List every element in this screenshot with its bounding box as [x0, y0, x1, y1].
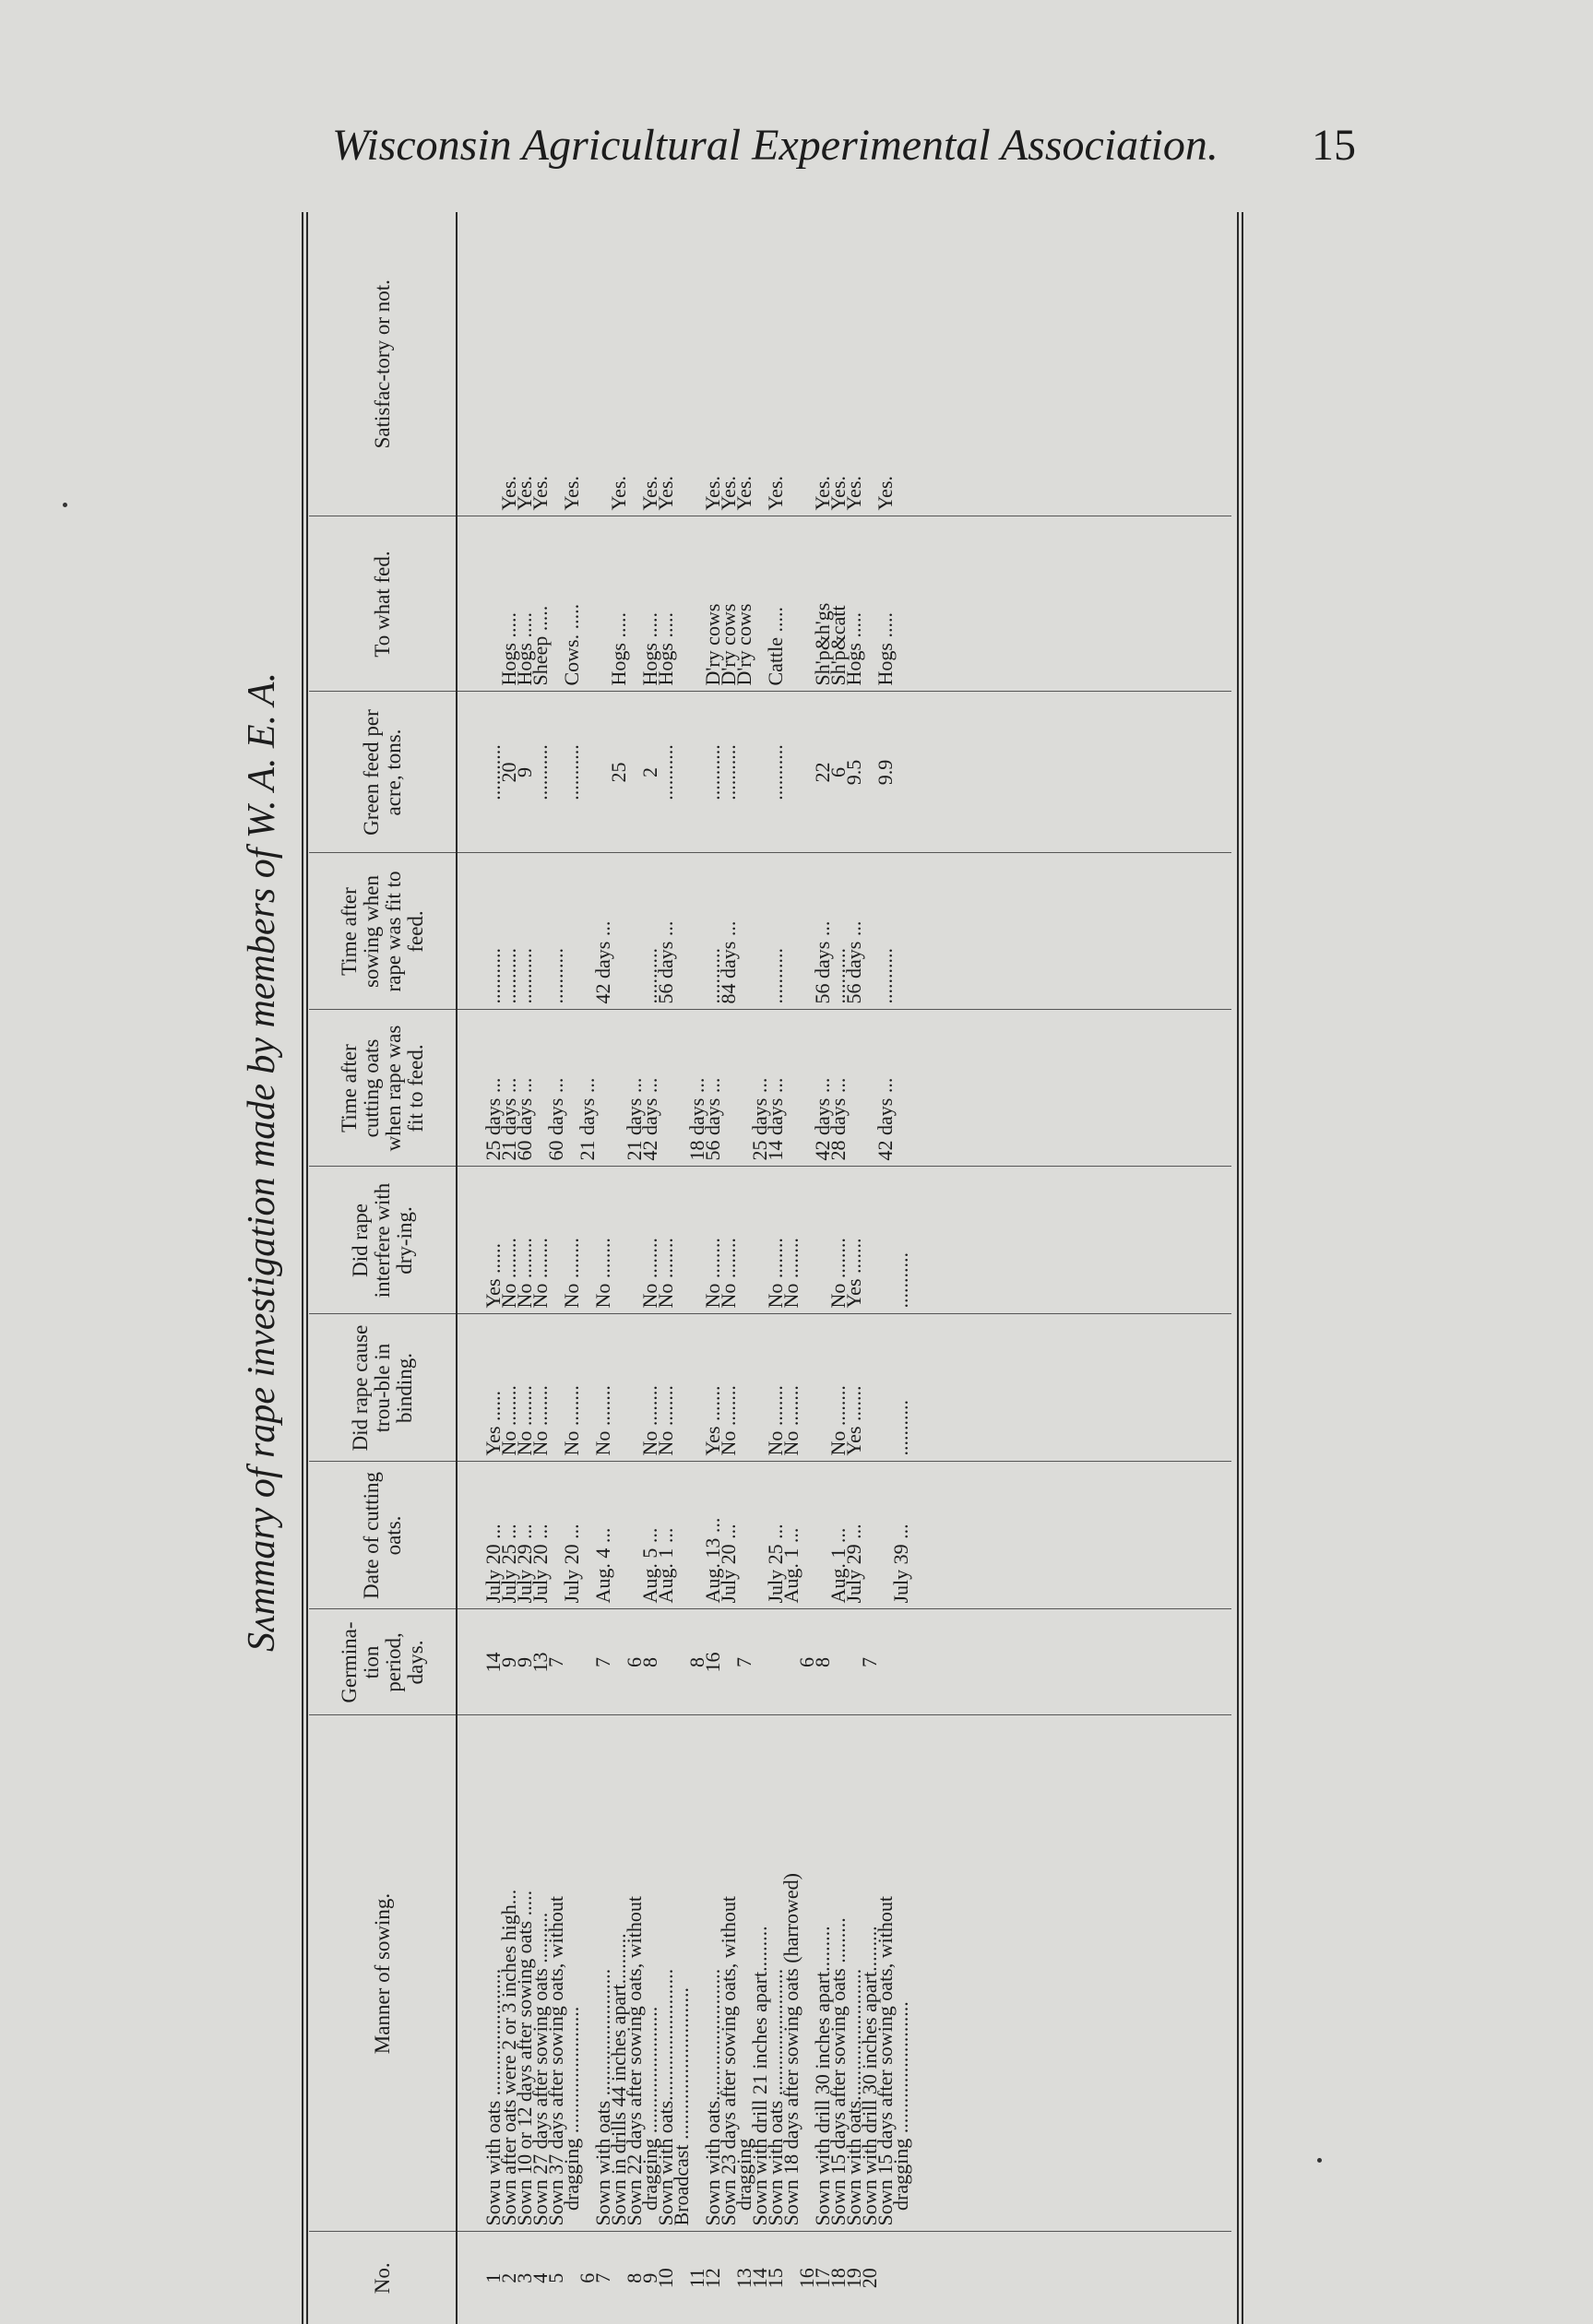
paper-speck	[63, 503, 67, 507]
rape-summary-table	[309, 212, 1231, 2324]
top-double-rule	[302, 212, 308, 2324]
cell-no: 1 2 3 4 5 6 7 8 9 10 11 12 13 14 15 16 17 18 19 20	[457, 2232, 1231, 2324]
col-header-binding: Did rape cause trou-ble in binding.	[309, 1314, 457, 1462]
cell-manner: Sowu with oats ......................... Sown after oats were 2 or 3 inches high... Sown 10 or 12 days after sowing oats ..... Sown 27 days after sowing oats .......... Sown 37 days after sowing oats, without dragging ......................... Sown with oats ......................... Sown in drills 44 inches apart.......... Sown 22 days after sowing oats, without dragging ......................... Sown with oats.......................... Broadcast .............................. Sown with oats.......................... Sown 23 days after sowing oats, without dragging Sown with drill 21 inches apart......... Sown with oats ......................... Sown 18 days after sowing oats (harrowed) Sown with drill 30 inches apart......... Sown 15 days after sowing oats ......... Sown with oats.......................... Sown with drill 30 inches apart......... Sown 15 days after sowing oats, without dragging ..........................	[457, 1715, 1231, 2232]
cell-binding: Yes ...... No ........ No ........ No ........ No ........ No ........ No ........ No ........ Yes ....... No ........ No ........ No ........ No ........ Yes ....... ...........	[457, 1314, 1231, 1462]
col-header-satisfactory: Satisfac-tory or not.	[309, 212, 457, 516]
cell-time-after-sowing: ........... ........... ........... ........... 42 days ... ........... 56 days ... ........... 84 days ... ........... 56 days ... ........... 56 days ... ...........	[457, 853, 1231, 1010]
col-header-manner: Manner of sowing.	[309, 1715, 457, 2232]
cell-germination: 14 9 9 13 7 7 6 8 8 16 7 6 8 7	[457, 1609, 1231, 1715]
col-header-time-after-cutting: Time after cutting oats when rape was fit to feed.	[309, 1010, 457, 1167]
col-header-green-feed: Green feed per acre, tons.	[309, 692, 457, 853]
cell-satisfactory: Yes. Yes. Yes. Yes. Yes. Yes. Yes. Yes. Yes. Yes. Yes. Yes. Yes. Yes. Yes.	[497, 475, 897, 511]
cell-fed-to: Hogs ..... Hogs ..... Sheep ..... Cows. ..... Hogs ..... Hogs ..... Hogs ..... D'ry cows D'ry cows D'ry cows Cattle ..... Sh'p&h'gs Sh'p&catt Hogs ..... Hogs .....	[457, 516, 1231, 692]
rape-summary-table-wrapper	[309, 212, 1231, 2324]
bottom-double-rule	[1237, 212, 1243, 2324]
col-header-no: No.	[309, 2232, 457, 2324]
header-row	[309, 212, 457, 2324]
cell-drying: Yes ...... No ........ No ........ No ........ No ........ No ........ No ........ No ........ No ........ No ........ No ........ No ........ No ........ Yes ....... ...........	[457, 1167, 1231, 1314]
cell-time-after-cutting: 25 days ... 21 days ... 60 days ... 60 days ... 21 days ... 21 days ... 42 days ... 18 days ... 56 days ... 25 days ... 14 days ... 42 days ... 28 days ... 42 days ...	[457, 1010, 1231, 1167]
page-header	[332, 120, 1356, 175]
col-header-date-cutting: Date of cutting oats.	[309, 1462, 457, 1609]
page-number: 15	[1312, 121, 1356, 170]
col-header-drying: Did rape interfere with dry-ing.	[309, 1167, 457, 1314]
table-title: Sʌmmary of rape investigation made by members of W. A. E. A.	[241, 672, 283, 1652]
paper-speck	[1317, 2158, 1322, 2163]
col-header-fed-to: To what fed.	[309, 516, 457, 692]
cell-date-cutting: July 20 ... July 25 ... July 29 ... July 20 ... July 20 ... Aug. 4 ... Aug. 5 ... Aug. 1 ... Aug. 13 ... July 20 ... July 25 ... Aug. 1 ... Aug. 1 ... July 29 ... July 39 ...	[457, 1462, 1231, 1609]
col-header-time-after-sowing: Time after sowing when rape was fit to feed.	[309, 853, 457, 1010]
running-title: Wisconsin Agricultural Experimental Association.	[332, 121, 1219, 170]
table-body-row	[457, 212, 1231, 2324]
cell-green-feed: ........... 20 9 ........... ........... 25 2 ........... ........... ........... ........... 22 6 9.5 9.9	[457, 692, 1231, 853]
col-header-germination: Germina-tion period, days.	[309, 1609, 457, 1715]
